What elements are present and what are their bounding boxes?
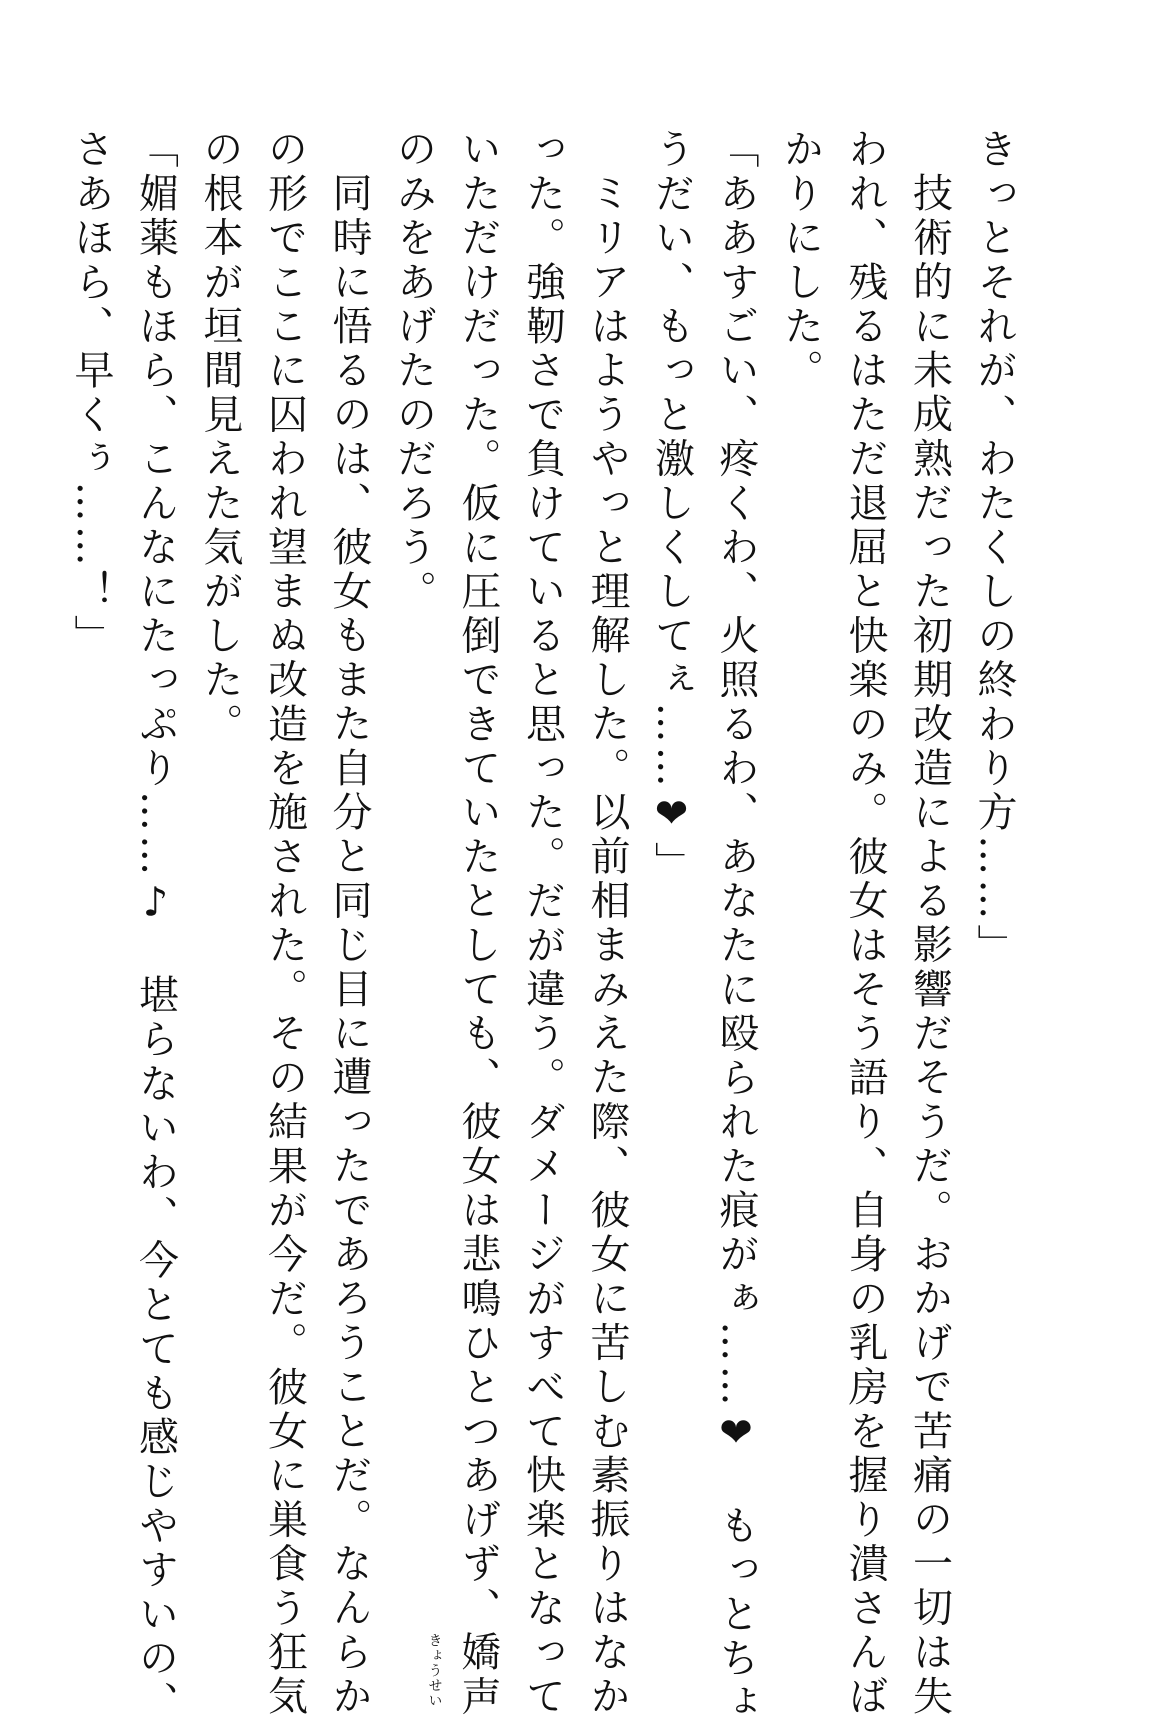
- text-line: われ、残るはただ退屈と快楽のみ。彼女はそう語り、自身の乳房を握り潰さんば: [842, 128, 888, 1720]
- text-line: 「ああすごい、疼くわ、火照るわ、あなたに殴られた痕がぁ……❤ もっとちょ: [713, 128, 759, 1725]
- text-segment: いただけだった。仮に圧倒できていたとしても、彼女は悲鳴ひとつあげず、: [455, 128, 501, 1631]
- text-line-with-ruby: [426, 128, 511, 1720]
- text-line: のみをあげたのだろう。: [390, 128, 437, 615]
- text-line: の根本が垣間見えた気がした。: [197, 128, 243, 747]
- ruby-word: [426, 1630, 511, 1720]
- text-line: ミリアはようやっと理解した。以前相まみえた際、彼女に苦しむ素振りはなか: [584, 172, 630, 1719]
- text-line: うだい、もっと激しくしてぇ……❤」: [648, 128, 695, 886]
- text-line: かりにした。: [777, 128, 824, 394]
- vertical-text-block: [59, 128, 1027, 1725]
- text-line: さあほら、早くぅ……！」: [68, 128, 114, 659]
- text-line: の形でここに囚われ望まぬ改造を施された。その結果が今だ。彼女に巣食う狂気: [261, 128, 308, 1720]
- text-line: 「媚薬もほら、こんなにたっぷり……♪ 堪らないわ、今とても感じやすいの、: [132, 128, 179, 1725]
- ruby-base-text: 嬌声: [455, 1630, 501, 1720]
- text-line: 同時に悟るのは、彼女もまた自分と同じ目に遭ったであろうことだ。なんらか: [326, 172, 372, 1719]
- text-line: 技術的に未成熟だった初期改造による影響だそうだ。おかげで苦痛の一切は失: [906, 172, 953, 1719]
- text-line: きっとそれが、わたくしの終わり方……」: [971, 128, 1017, 968]
- text-line: った。強靭さで負けていると思った。だが違う。ダメージがすべて快楽となって: [519, 128, 566, 1720]
- ruby-reading: きょうせい: [426, 1632, 443, 1708]
